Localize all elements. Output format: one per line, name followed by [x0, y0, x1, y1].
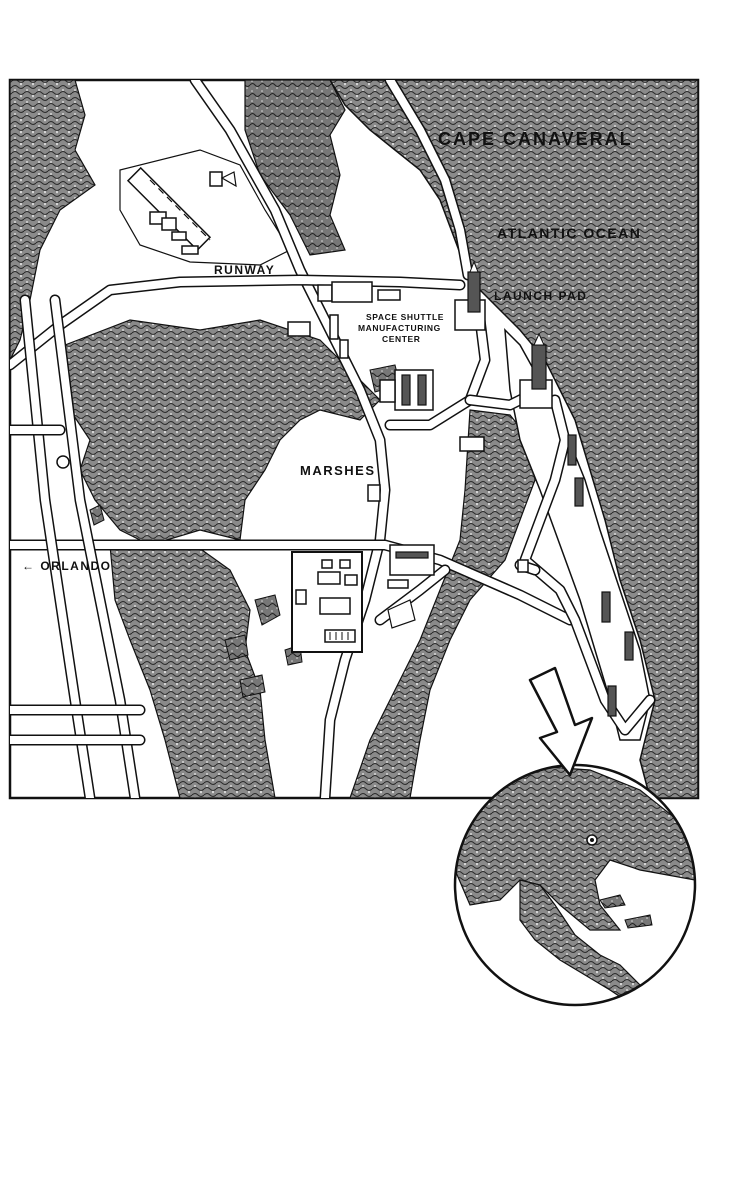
facility-label-line3: CENTER — [382, 334, 421, 344]
locator-globe — [455, 765, 695, 1010]
ocean-label: ATLANTIC OCEAN — [497, 225, 642, 241]
marshes-label: MARSHES — [300, 463, 376, 478]
interchange-circle — [57, 456, 69, 468]
region-label: CAPE CANAVERAL — [438, 129, 633, 149]
facility-label-line2: MANUFACTURING — [358, 323, 441, 333]
launch-pad-label: LAUNCH PAD — [494, 289, 588, 303]
orlando-direction-label: ← ORLANDO — [22, 559, 112, 573]
runway-label: RUNWAY — [214, 263, 276, 277]
facility-label-line1: SPACE SHUTTLE — [366, 312, 445, 322]
marsh-buildings — [368, 485, 380, 501]
target-dot-icon — [587, 835, 597, 845]
